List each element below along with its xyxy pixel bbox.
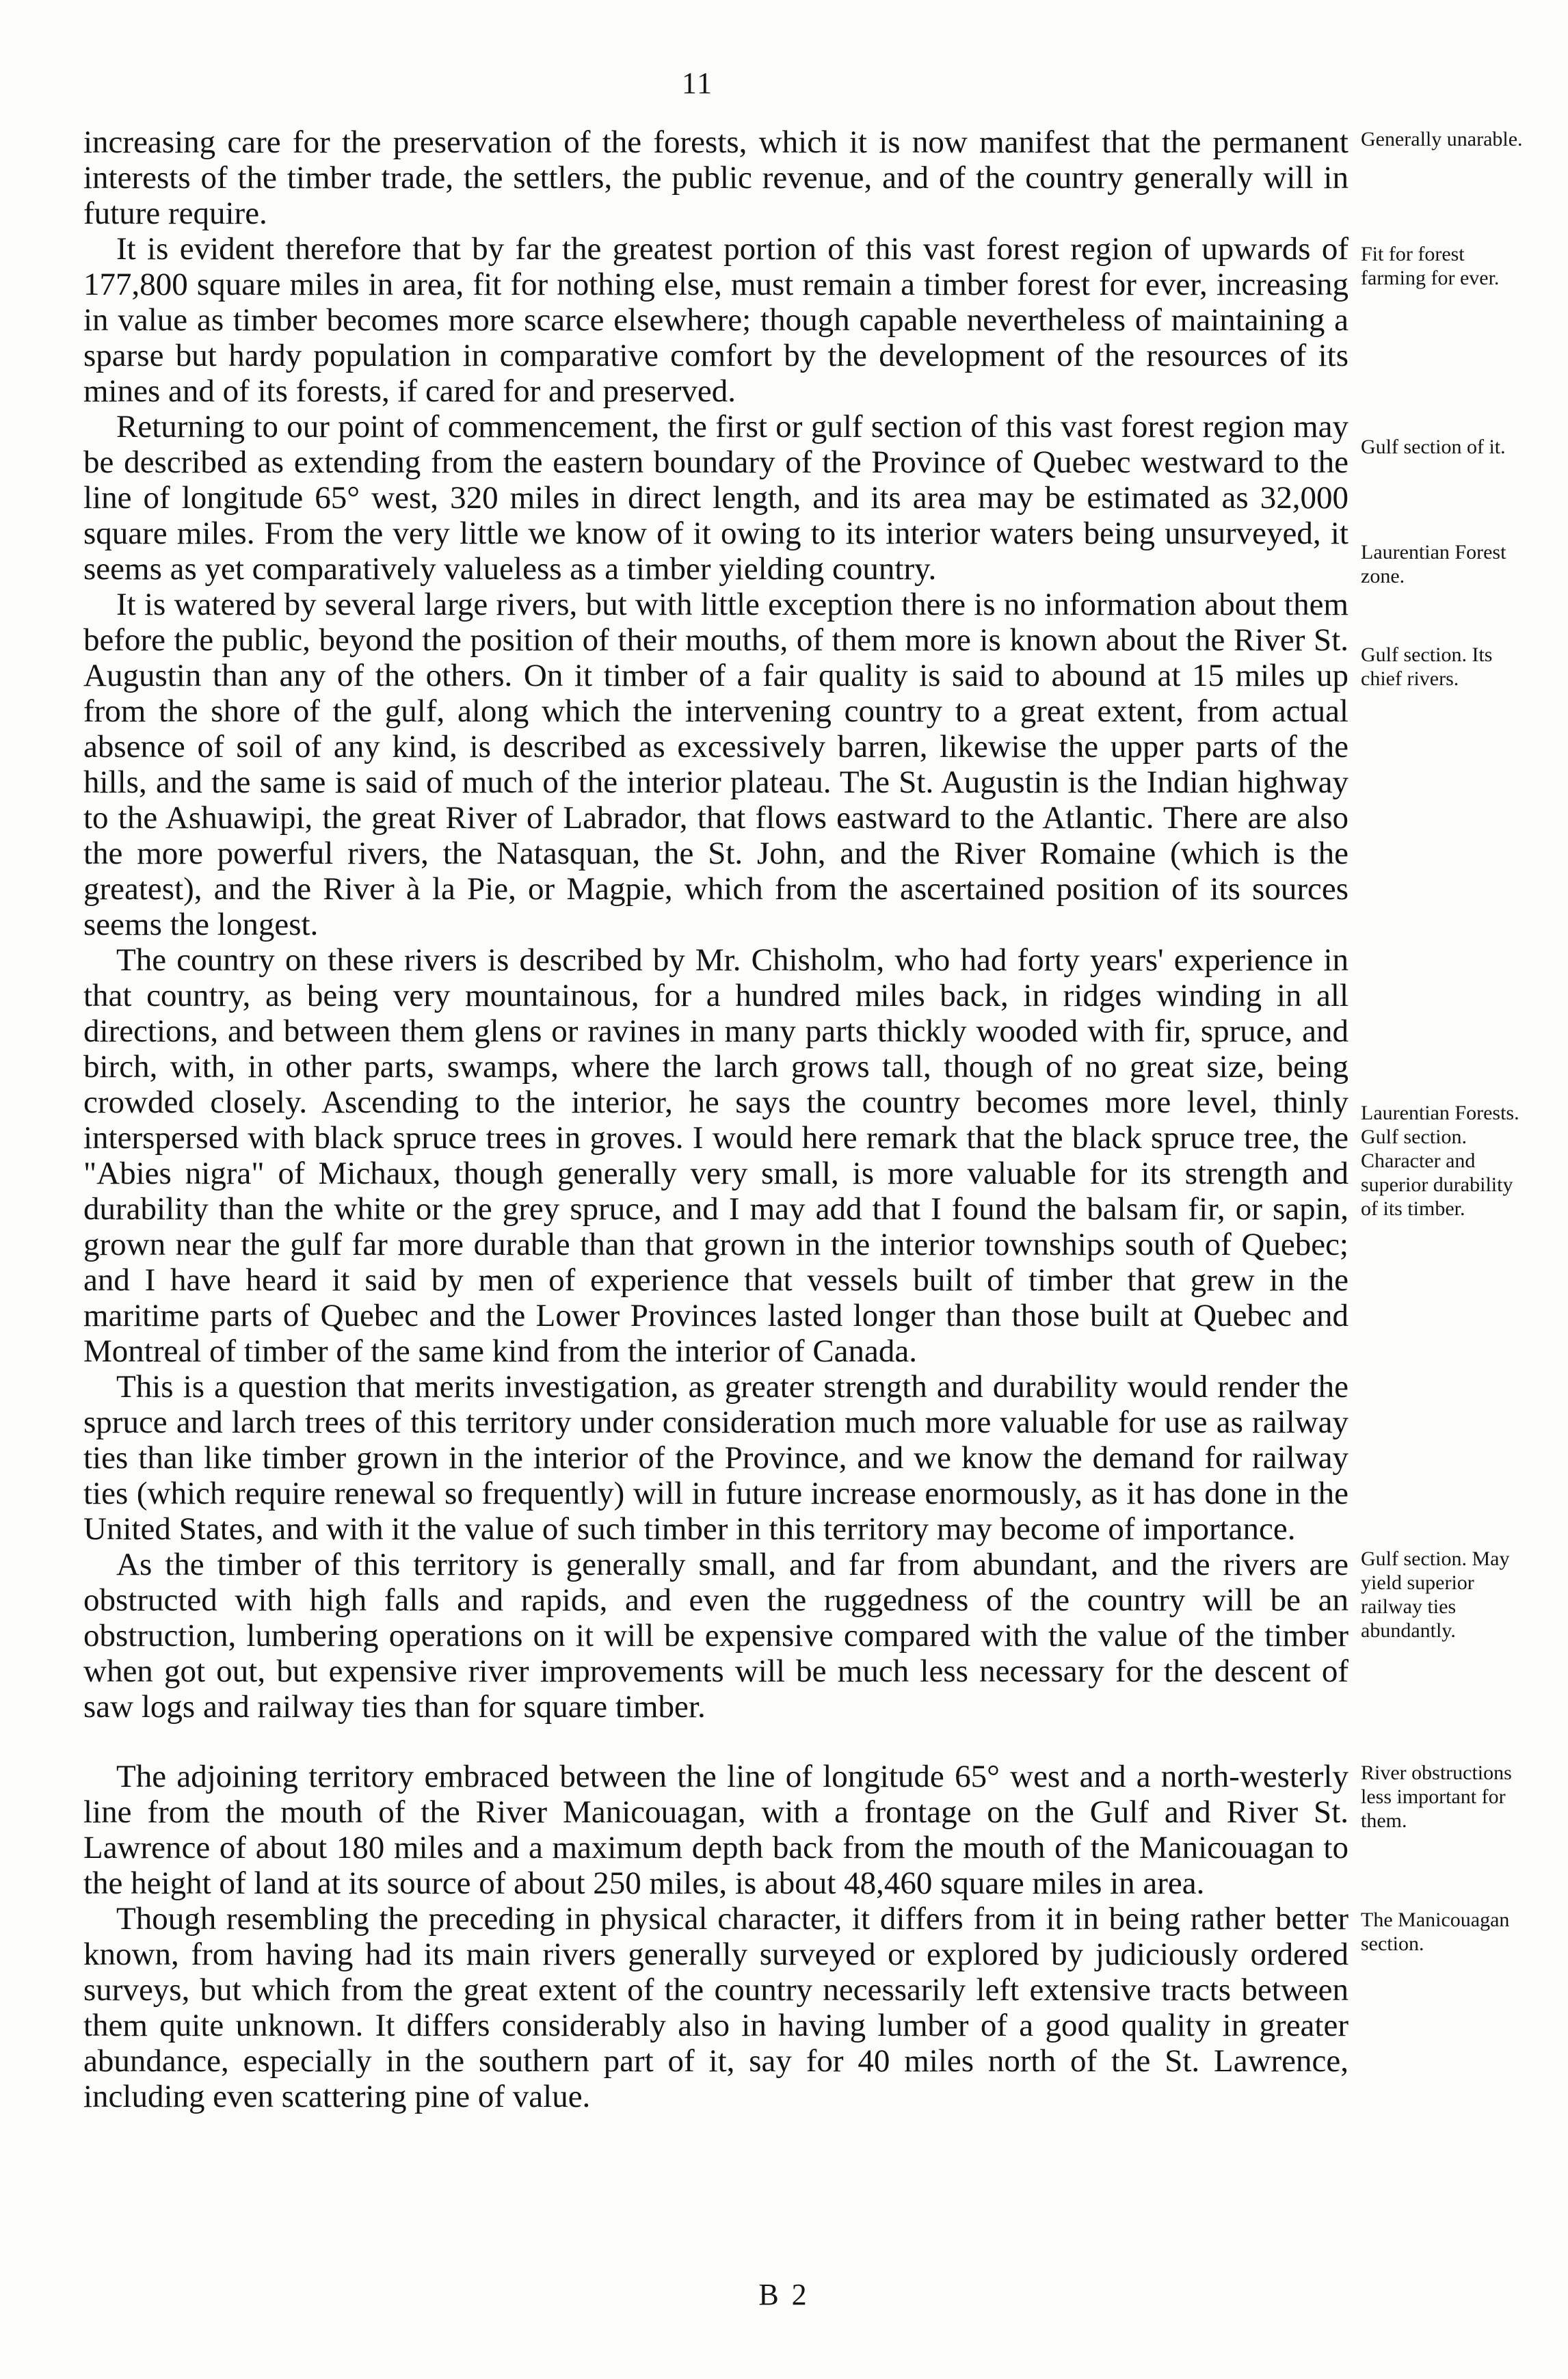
paragraph-5: The country on these rivers is described by Mr. Chisholm, who had forty years' experience in that country, as being very mountainous, for a hundred miles back, in ridges winding in all directions, and between them glens or ravines in many parts thickly wooded with fir, spruce, and birch, with, in other parts, swamps, where the larch grows tall, though of no great size, being crowded closely. Ascending to the interior, he says the country becomes more level, thinly interspersed with black spruce trees in groves. I would here remark that the black spruce tree, the "Abies nigra" of Michaux, though generally very small, is more valuable for its strength and durability than the white or the grey spruce, and I may add that I found the balsam fir, or sapin, grown near the gulf far more durable than that grown in the interior townships south of Quebec; and I have heard it said by men of experience that vessels built of timber that grew in the maritime parts of Quebec and the Lower Provinces lasted longer than those built at Quebec and Montreal of timber of the same kind from the interior of Canada. [83, 942, 1348, 1369]
signature-mark: B 2 [758, 2278, 810, 2311]
paragraph-8: The adjoining territory embraced between the line of longitude 65° west and a north-westerly line from the mouth of the River Manicouagan, with a frontage on the Gulf and River St. Lawrence of about 180 miles and a maximum depth back from the mouth of the Manicouagan to the height of land at its source of about 250 miles, is about 48,460 square miles in area. [83, 1759, 1348, 1901]
paragraph-7: As the timber of this territory is generally small, and far from abundant, and the rivers are obstructed with high falls and rapids, and even the ruggedness of the country will be an obstruction, lumbering operations on it will be expensive compared with the value of the timber when got out, but expensive river improvements will be much less necessary for the descent of saw logs and railway ties than for square timber. [83, 1547, 1348, 1725]
sidenote-railway-ties: Gulf section. May yield superior railway ties abundantly. [1361, 1547, 1510, 1642]
paragraph-4: It is watered by several large rivers, but with little exception there is no information about them before the public, beyond the position of their mouths, of them more is known about the River St. Augustin than any of the others. On it timber of a fair quality is said to abound at 15 miles up from the shore of the gulf, along which the intervening country to a great extent, from actual absence of soil of any kind, is described as excessively barren, likewise the upper parts of the hills, and the same is said of much of the interior plateau. The St. Augustin is the Indian highway to the Ashuawipi, the great River of Labrador, that flows eastward to the Atlantic. There are also the more powerful rivers, the Natasquan, the St. John, and the River Romaine (which is the greatest), and the River à la Pie, or Magpie, which from the ascertained position of its sources seems the longest. [83, 587, 1348, 942]
sidenote-river-obstructions: River obstructions less important for them. [1361, 1762, 1512, 1832]
sidenote-fit-for-forest: Fit for forest farming for ever. [1361, 243, 1500, 289]
paragraph-2: It is evident therefore that by far the greatest portion of this vast forest region of upwards of 177,800 square miles in area, fit for nothing else, must remain a timber forest for ever, increasing in value as timber becomes more scarce elsewhere; though capable nevertheless of maintaining a sparse but hardy population in comparative comfort by the development of the resources of its mines and of its forests, if cared for and preserved. [83, 231, 1348, 409]
sidenote-timber-character: Laurentian Forests. Gulf section. Character and superior durability of its timber. [1361, 1102, 1519, 1220]
sidenote-manicouagan: The Manicouagan section. [1361, 1909, 1510, 1955]
sidenote-gulf-section: Gulf section of it. [1361, 436, 1506, 458]
paragraph-3: Returning to our point of commencement, the first or gulf section of this vast forest region may be described as extending from the eastern boundary of the Province of Quebec westward to the line of longitude 65° west, 320 miles in direct length, and its area may be estimated as 32,000 square miles. From the very little we know of it owing to its interior waters being unsurveyed, it seems as yet comparatively valueless as a timber yielding country. [83, 409, 1348, 587]
sidenote-laurentian-zone: Laurentian Forest zone. [1361, 541, 1506, 587]
paragraph-9: Though resembling the preceding in physical character, it differs from it in being rather better known, from having had its main rivers generally surveyed or explored by judiciously ordered surveys, but which from the great extent of the country necessarily left extensive tracts between them quite unknown. It differs considerably also in having lumber of a good quality in greater abundance, especially in the southern part of it, say for 40 miles north of the St. Lawrence, including even scattering pine of value. [83, 1901, 1348, 2114]
sidenote-generally-unarable: Generally unarable. [1361, 128, 1523, 150]
main-text [83, 124, 1348, 2114]
paragraph-6: This is a question that merits investigation, as greater strength and durability would render the spruce and larch trees of this territory under consideration much more valuable for use as railway ties than like timber grown in the interior of the Province, and we know the demand for railway ties (which require renewal so frequently) will in future increase enormously, as it has done in the United States, and with it the value of such timber in this territory may become of importance. [83, 1369, 1348, 1547]
sidenote-chief-rivers: Gulf section. Its chief rivers. [1361, 643, 1493, 690]
page-number: 11 [681, 66, 714, 100]
paragraph-1: increasing care for the preservation of the forests, which it is now manifest that the permanent interests of the timber trade, the settlers, the public revenue, and of the country generally will in future require. [83, 124, 1348, 231]
